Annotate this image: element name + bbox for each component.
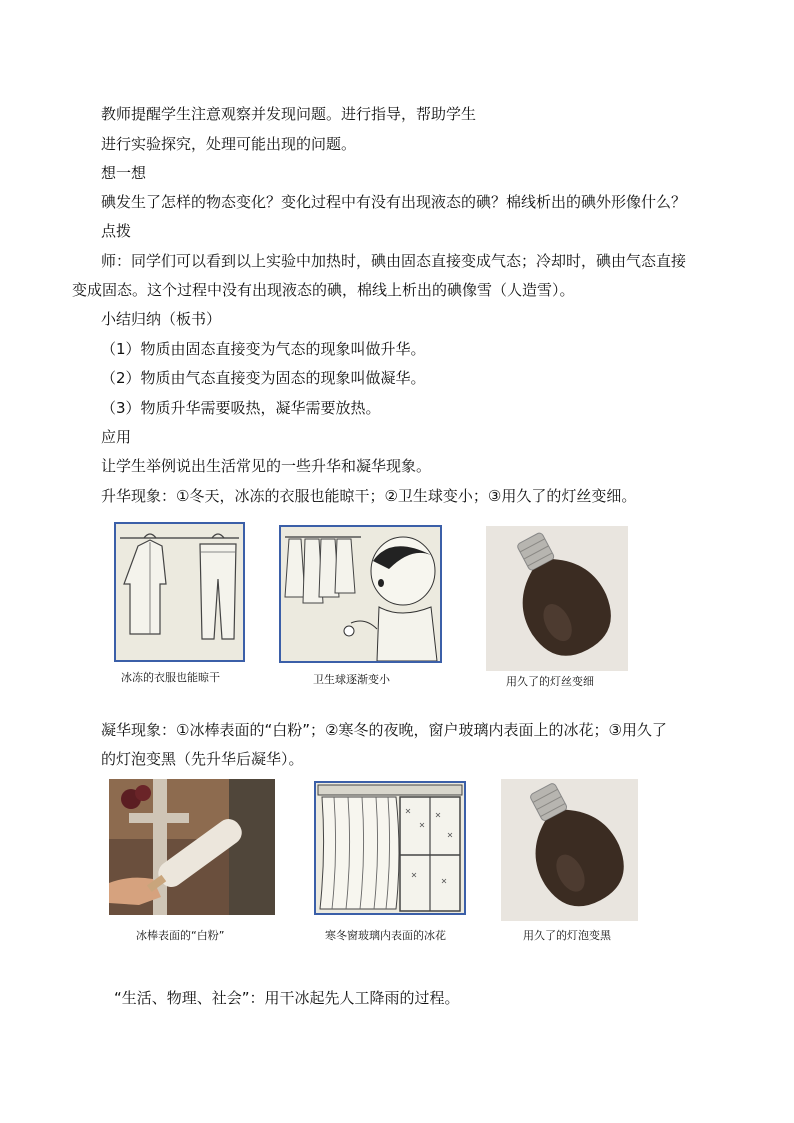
- caption-window-frost: 寒冬窗玻璃内表面的冰花: [325, 929, 446, 942]
- clothes-image: [114, 522, 245, 662]
- paragraph-dry-ice: “生活、物理、社会”：用干冰起先人工降雨的过程。: [114, 989, 460, 1007]
- paragraph-explanation-cont: 变成固态。这个过程中没有出现液态的碘，棉线上析出的碘像雪（人造雪）。: [72, 281, 575, 299]
- paragraph-question: 碘发生了怎样的物态变化？变化过程中有没有出现液态的碘？棉线析出的碘外形像什么？: [101, 193, 687, 211]
- paragraph-deposition: 凝华现象：①冰棒表面的“白粉”；②寒冬的夜晚，窗户玻璃内表面上的冰花；③用久了: [101, 721, 667, 739]
- caption-popsicle: 冰棒表面的“白粉”: [136, 929, 225, 942]
- window-frost-image: [314, 781, 466, 915]
- paragraph-examples-intro: 让学生举例说出生活常见的一些升华和凝华现象。: [101, 457, 432, 475]
- caption-blackened-bulb: 用久了的灯泡变黑: [523, 929, 611, 942]
- heading-application: 应用: [101, 428, 132, 446]
- filament-bulb-image: [486, 526, 628, 671]
- summary-item-3: （3）物质升华需要吸热，凝华需要放热。: [101, 399, 381, 417]
- caption-mothball: 卫生球逐渐变小: [313, 673, 390, 686]
- caption-clothes: 冰冻的衣服也能晾干: [121, 671, 220, 684]
- heading-hint: 点拨: [101, 222, 132, 240]
- blackened-bulb-image: [501, 779, 638, 921]
- summary-item-1: （1）物质由固态直接变为气态的现象叫做升华。: [101, 340, 426, 358]
- paragraph-deposition-cont: 的灯泡变黑（先升华后凝华）。: [101, 750, 304, 768]
- summary-item-2: （2）物质由气态直接变为固态的现象叫做凝华。: [101, 369, 426, 387]
- paragraph-teacher-guidance-cont: 进行实验探究，处理可能出现的问题。: [101, 135, 357, 153]
- popsicle-image: [109, 779, 275, 915]
- caption-filament: 用久了的灯丝变细: [506, 675, 594, 688]
- paragraph-explanation: 师：同学们可以看到以上实验中加热时，碘由固态直接变成气态；冷却时，碘由气态直接: [101, 252, 687, 270]
- heading-think: 想一想: [101, 164, 147, 182]
- mothball-image: [279, 525, 442, 663]
- paragraph-sublimation: 升华现象：①冬天，冰冻的衣服也能晾干；②卫生球变小；③用久了的灯丝变细。: [101, 487, 637, 505]
- heading-summary: 小结归纳（板书）: [101, 310, 222, 328]
- paragraph-teacher-guidance: 教师提醒学生注意观察并发现问题。进行指导，帮助学生: [101, 105, 477, 123]
